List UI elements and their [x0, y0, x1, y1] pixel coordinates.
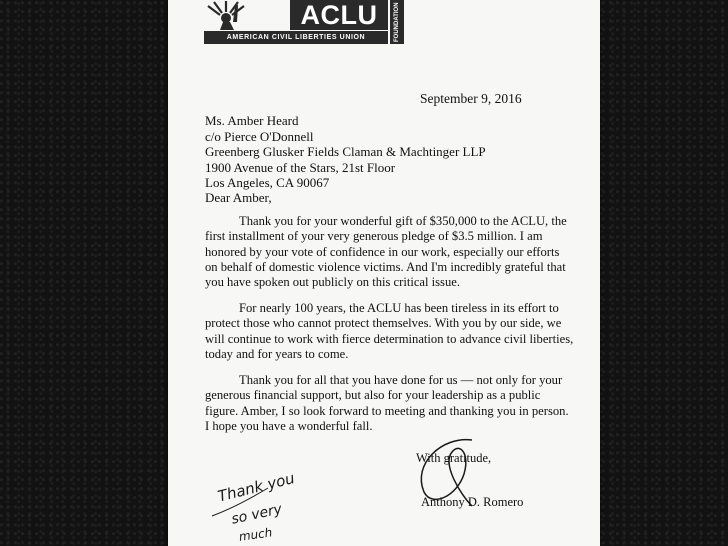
foundation-tab: FOUNDATION: [390, 0, 404, 44]
aclu-letterhead-logo: [204, 0, 400, 46]
handwritten-note-line: so very: [230, 501, 284, 528]
handwritten-note-line: much: [238, 525, 274, 544]
body-paragraph: Thank you for your wonderful gift of $350,000 to the ACLU, the first installment of your very generous pledge of $3.5 million. I am honored by your vote of confidence in our work, especially our efforts on behalf of domestic violence victims. And I'm incredibly grateful that you have spoken out publicly on this critical issue.: [205, 214, 567, 290]
closing: With gratitude,: [416, 451, 492, 465]
body-paragraph: Thank you for all that you have done for us — not only for your generous financial support, but also for your leadership as a public figure. Amber, I so look forward to meeting and thanking you in person. I hope you have a wonderful fall.: [205, 373, 569, 433]
signatory-name: Anthony D. Romero: [421, 495, 524, 509]
statue-of-liberty-icon: [204, 0, 288, 30]
address-line: Ms. Amber Heard: [205, 113, 299, 128]
aclu-wordmark: ACLU: [290, 0, 388, 30]
recipient-address: [205, 113, 486, 191]
handwritten-note-line: Thank you: [216, 469, 297, 506]
address-line: c/o Pierce O'Donnell: [205, 128, 314, 144]
salutation: Dear Amber,: [205, 190, 272, 205]
address-line: Greenberg Glusker Fields Claman & Machtinger LLP: [205, 144, 486, 159]
letter-page: [168, 0, 600, 546]
letter-date: September 9, 2016: [420, 91, 522, 106]
address-line: 1900 Avenue of the Stars, 21st Floor: [205, 159, 396, 175]
address-line: Los Angeles, CA 90067: [205, 175, 330, 190]
org-name-strip: AMERICAN CIVIL LIBERTIES UNION: [204, 31, 388, 44]
body-paragraph: For nearly 100 years, the ACLU has been tireless in its effort to protect those who cannot protect themselves. With you by our side, we will continue to work with fierce determination to advance civil liberties, today and for years to come.: [205, 301, 574, 361]
